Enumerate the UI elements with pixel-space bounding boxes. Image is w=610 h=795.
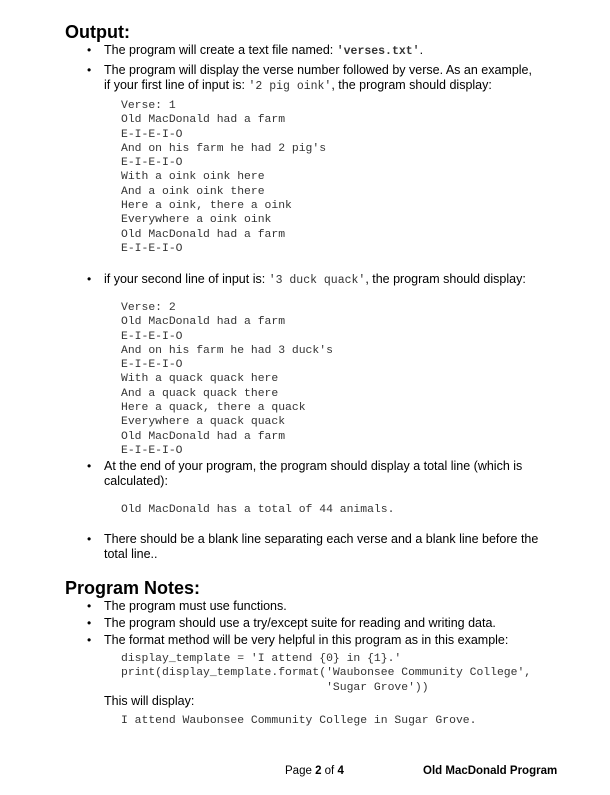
notes-bullet-3: • The format method will be very helpful in this program as in this example: [87, 633, 509, 647]
verse2-line: And a quack quack there [121, 387, 279, 400]
page-number: Page 2 of 4 [285, 765, 344, 777]
output-bullet-5: • There should be a blank line separating each verse and a blank line before the total line.. [87, 532, 539, 561]
verse1-line: And on his farm he had 2 pig's [121, 142, 327, 155]
bullet-icon: • [87, 532, 92, 546]
verse1-line: Everywhere a oink oink [121, 214, 272, 227]
output-bullet-1: • The program will create a text file named: 'verses.txt'. [87, 43, 424, 58]
bullet-icon: • [87, 43, 92, 57]
verse1-line: Old MacDonald had a farm [121, 228, 286, 241]
format-example-code [121, 652, 531, 695]
bullet-icon: • [87, 63, 92, 77]
program-notes-heading: Program Notes: [65, 578, 201, 598]
verse1-line: Here a oink, there a oink [121, 200, 292, 213]
notes-bullet-1: • The program must use functions. [87, 599, 287, 613]
output-bullet-2: • The program will display the verse number followed by verse. As an example, if your first line of input is: '2 pig oink', the program should display: [87, 63, 532, 93]
notes-bullet-2: • The program should use a try/except suite for reading and writing data. [87, 616, 496, 630]
document-title-footer: Old MacDonald Program [423, 765, 558, 777]
bullet-icon: • [87, 272, 92, 286]
verse2-line: E-I-E-I-O [121, 330, 183, 343]
code-line: print(display_template.format('Waubonsee Community College', [121, 667, 532, 680]
output-heading: Output: [65, 22, 130, 42]
verse2-line: E-I-E-I-O [121, 444, 183, 457]
verse1-line: Old MacDonald had a farm [121, 114, 286, 127]
bullet-icon: • [87, 616, 92, 630]
output-bullet-3: • if your second line of input is: '3 duck quack', the program should display: [87, 272, 526, 287]
verse2-line: Everywhere a quack quack [121, 416, 286, 429]
display-output: I attend Waubonsee Community College in Sugar Grove. [121, 715, 477, 727]
verse2-line: With a quack quack here [121, 373, 279, 386]
verse2-line: And on his farm he had 3 duck's [121, 344, 333, 357]
verse2-line: Old MacDonald had a farm [121, 316, 286, 329]
verse1-line: E-I-E-I-O [121, 157, 183, 170]
verse2-line: Old MacDonald had a farm [121, 430, 286, 443]
bullet-icon: • [87, 633, 92, 647]
verse1-line: And a oink oink there [121, 185, 265, 198]
code-line: display_template = 'I attend {0} in {1}.' [121, 653, 402, 665]
verse1-line: Verse: 1 [121, 100, 176, 112]
display-label: This will display: [104, 694, 195, 708]
verse2-line: Verse: 2 [121, 302, 176, 314]
bullet-icon: • [87, 599, 92, 613]
total-line-output: Old MacDonald has a total of 44 animals. [121, 504, 395, 516]
verse1-line: With a oink oink here [121, 171, 265, 184]
output-bullet-4: • At the end of your program, the program should display a total line (which is calculated): [87, 459, 523, 488]
verse-2-output [121, 301, 333, 458]
verse-1-output [121, 99, 326, 256]
verse1-line: E-I-E-I-O [121, 242, 183, 255]
bullet-icon: • [87, 459, 92, 473]
verse2-line: Here a quack, there a quack [121, 402, 306, 415]
code-line: 'Sugar Grove')) [121, 681, 429, 694]
verse2-line: E-I-E-I-O [121, 359, 183, 372]
verse1-line: E-I-E-I-O [121, 128, 183, 141]
